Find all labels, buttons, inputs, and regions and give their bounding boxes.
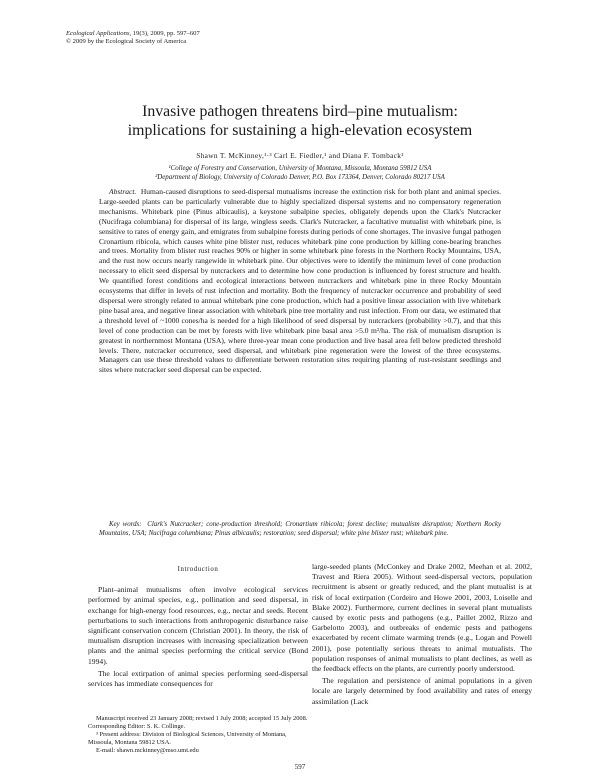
footnotes [88,715,308,755]
journal-volume: , 19(3), 2009, pp. 597–607 [129,30,200,37]
keywords-text: Clark's Nutcracker; cone-production threshold; Cronartium ribicola; forest decline; mutualism disruption; Northern Rocky Mountains, USA; Nucifraga columbiana; Pinus albicaulis; restoration; seed dispersal; white pine blister rust; whitebark pine. [99,521,502,538]
affiliation-2: ²Department of Biology, University of Colorado Denver, P.O. Box 173364, Denver, Colorado 80217 USA [155,174,445,181]
page-number: 597 [294,763,306,771]
title-line-2: implications for sustaining a high-elevation ecosystem [127,122,473,139]
keywords-label: Key words: [109,521,142,528]
abstract-text: Human-caused disruptions to seed-dispersal mutualisms increase the extinction risk for both plant and animal species. Large-seeded plants can be particularly vulnerable due to highly specialized dispersal systems and no compensatory regeneration mechanisms. Whitebark pine (Pinus albicaulis), a keystone subalpine species, obligately depends upon the Clark's Nutcracker (Nucifraga columbiana) for dispersal of its large, wingless seeds. Clark's Nutcracker, a facultative mutualist with whitebark pine, is sensitive to rates of energy gain, and emigrates from subalpine forests during periods of cone shortages. The invasive fungal pathogen Cronartium ribicola, which causes white pine blister rust, reduces whitebark pine cone production by killing cone-bearing branches and trees. Mortality from blister rust reaches 90% or higher in some whitebark pine forests in the Northern Rocky Mountains, USA, and the rust now occurs nearly rangewide in whitebark pine. Our objectives were to identify the minimum level of cone production necessary to elicit seed dispersal by nutcrackers and to determine how cone production is influenced by forest structure and health. We quantified forest conditions and ecological interactions between nutcrackers and whitebark pine in three Rocky Mountain ecosystems that differ in levels of rust infection and mortality. Both the frequency of nutcracker occurrence and probability of seed dispersal were strongly related to annual whitebark pine cone production, which had a positive linear association with live whitebark pine basal area, and negative linear association with whitebark pine tree mortality and rust infection. From our data, we estimated that a threshold level of ~1000 cones/ha is needed for a high likelihood of seed dispersal by nutcrackers (probability >0.7), and that this level of cone production can be met by forests with live whitebark pine basal area >5.0 m²/ha. The risk of mutualism disruption is greatest in northernmost Montana (USA), where three-year mean cone production and live basal area fell below predicted threshold levels. There, nutcracker occurrence, seed dispersal, and whitebark pine regeneration were the lowest of the three ecosystems. Managers can use these threshold values to differentiate between restoration sites requiring planting of rust-resistant seedlings and sites where nutcracker seed dispersal can be expected. [99,187,502,375]
journal-name: Ecological Applications [66,30,130,37]
footnote-email: E-mail: shawn.mckinney@mso.umt.edu [96,747,199,755]
title-line-1: Invasive pathogen threatens bird–pine mutualism: [142,103,458,120]
intro-paragraph-3: large-seeded plants (McConkey and Drake 2002, Meehan et al. 2002, Travest and Riera 2005). Without seed-dispersal vectors, population recruitment is absent or greatly reduced, and the plant mutualist is at risk of local extirpation (Cordeiro and Howe 2001, 2003, Loiselle and Blake 2002). Furthermore, current declines in several plant mutualists caused by exotic pests and pathogens (e.g., Paillet 2002, Rizzo and Garbelotto 2003), and outbreaks of endemic pests and pathogens exacerbated by recent climate warming trends (e.g., Logan and Powell 2001), pose potentially serious threats to animal mutualists. The population responses of animal mutualists to plant declines, as well as the feedback effects on the plants, are currently poorly understood. [312,562,532,674]
keywords [99,520,501,539]
journal-header [66,30,200,46]
footnote-received: Manuscript received 23 January 2008; revised 1 July 2008; accepted 15 July 2008. Corresponding Editor: S. K. Collinge. [88,715,308,731]
intro-paragraph-4: The regulation and persistence of animal populations in a given locale are largely determined by food availability and rates of energy assimilation (Lack [312,676,532,706]
section-heading-introduction: Introduction [177,566,219,573]
left-column [88,565,308,689]
article-title [66,102,534,140]
footnote-address: ³ Present address: Division of Biological Sciences, University of Montana, Missoula, Montana 59812 USA. [88,731,287,747]
author-list: Shawn T. McKinney,¹·³ Carl E. Fiedler,¹ and Diana F. Tomback² [196,151,404,160]
journal-copyright: © 2009 by the Ecological Society of America [66,38,187,45]
intro-paragraph-2: The local extirpation of animal species performing seed-dispersal services has immediate consequences for [88,668,308,689]
abstract-label: Abstract. [109,187,137,196]
right-column [312,562,532,707]
intro-paragraph-1: Plant–animal mutualisms often involve ecological services performed by animal species, e.g., pollination and seed dispersal, in exchange for high-energy food resources, e.g., nectar and seeds. Recent perturbations to such interactions from anthropogenic disturbance raise significant conservation concern (Christian 2001). In theory, the risk of mutualism disruption increases with increasing specialization between plants and the animal species performing the critical service (Bond 1994). [88,585,308,666]
affiliation-1: ¹College of Forestry and Conservation, University of Montana, Missoula, Montana 59812 USA [168,165,432,172]
journal-citation [66,30,200,38]
abstract [99,187,501,375]
